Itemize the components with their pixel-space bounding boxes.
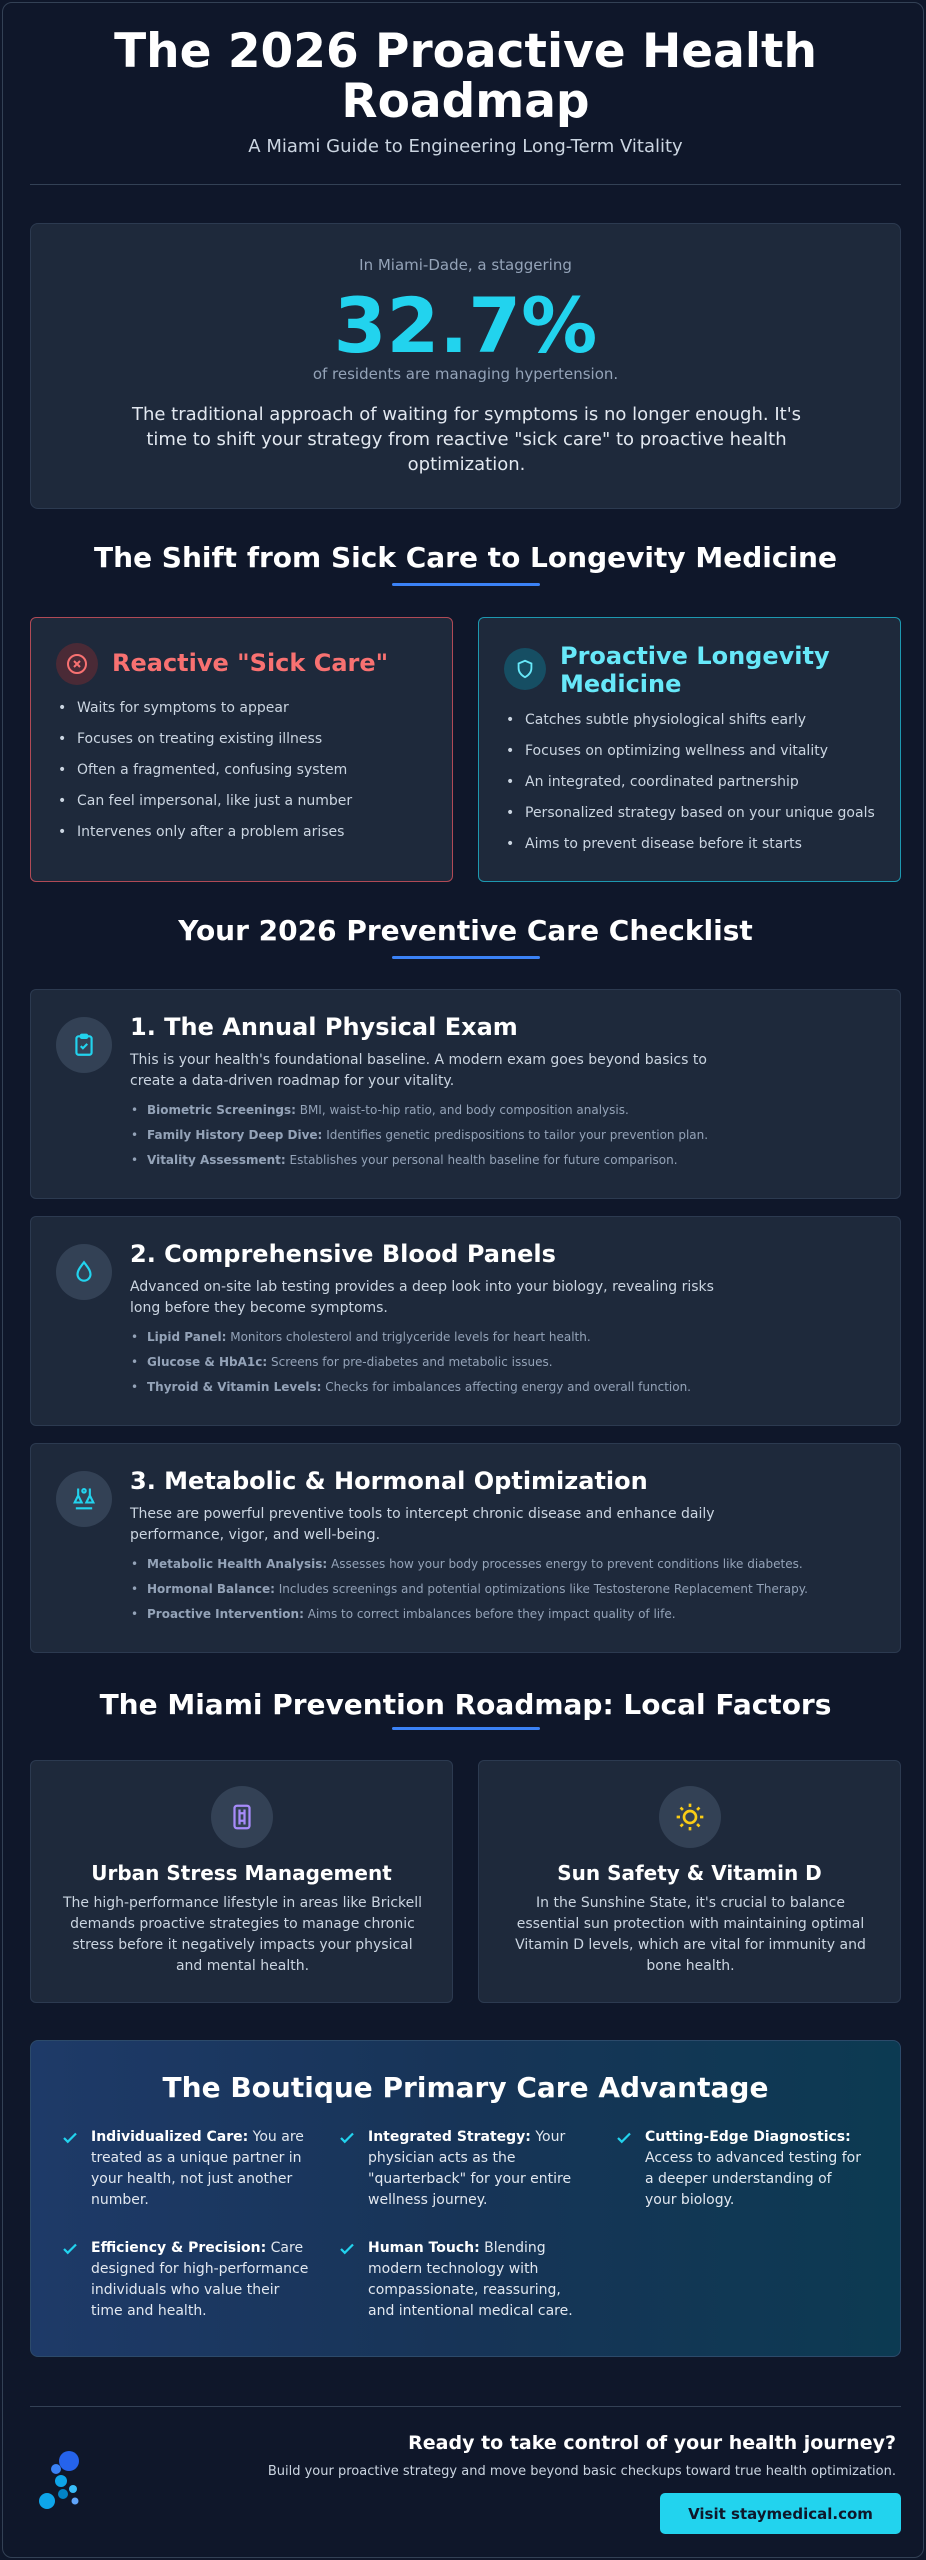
checklist-points — [147, 1103, 708, 1178]
section-title-shift: The Shift from Sick Care to Longevity Medicine — [94, 541, 837, 574]
list-item: • Often a fragmented, confusing system — [77, 762, 352, 793]
x-circle-icon — [56, 643, 98, 685]
check-icon — [615, 2129, 633, 2147]
list-item: • An integrated, coordinated partnership — [525, 774, 875, 805]
stress-icon — [211, 1786, 273, 1848]
list-item: • Hormonal Balance: Includes screenings and potential optimizations like Testosterone Replacement Therapy. — [147, 1582, 808, 1607]
list-item: • Focuses on treating existing illness — [77, 731, 352, 762]
list-item: • Metabolic Health Analysis: Assesses how your body processes energy to prevent conditions like diabetes. — [147, 1557, 808, 1582]
list-item: • Thyroid & Vitamin Levels: Checks for imbalances affecting energy and overall function. — [147, 1380, 691, 1405]
infographic-frame — [2, 2, 924, 2558]
checklist-card-blood — [30, 1216, 901, 1426]
checklist-description: These are powerful preventive tools to intercept chronic disease and enhance daily performance, vigor, and well-being. — [130, 1506, 715, 1543]
cta-heading: Ready to take control of your health journey? — [408, 2432, 896, 2454]
local-title: Urban Stress Management — [91, 1861, 392, 1885]
checklist-description: This is your health's foundational baseline. A modern exam goes beyond basics to create a data-driven roadmap for your vitality. — [130, 1052, 707, 1089]
checklist-points — [147, 1557, 808, 1632]
list-item: • Intervenes only after a problem arises — [77, 824, 352, 855]
advantage-box — [30, 2040, 901, 2357]
reactive-list — [77, 700, 352, 855]
proactive-card — [478, 617, 901, 882]
section-underline — [392, 583, 540, 586]
checklist-card-metabolic — [30, 1443, 901, 1653]
section-title-checklist: Your 2026 Preventive Care Checklist — [178, 914, 753, 947]
reactive-card — [30, 617, 453, 882]
checklist-card-physical — [30, 989, 901, 1199]
list-item: • Lipid Panel: Monitors cholesterol and triglyceride levels for heart health. — [147, 1330, 691, 1355]
advantage-item: Human Touch: Blending modern technology with compassionate, reassuring, and intentional medical care. — [368, 2240, 573, 2319]
local-text: In the Sunshine State, it's crucial to balance essential sun protection with maintaining optimal Vitamin D levels, which are vital for immunity and bone health. — [515, 1895, 866, 1974]
advantage-item: Individualized Care: You are treated as a unique partner in your health, not just another number. — [91, 2129, 304, 2208]
divider — [30, 184, 901, 185]
list-item: • Can feel impersonal, like just a number — [77, 793, 352, 824]
stat-value: 32.7% — [333, 281, 598, 370]
checklist-title: 2. Comprehensive Blood Panels — [130, 1240, 556, 1268]
list-item: • Personalized strategy based on your unique goals — [525, 805, 875, 836]
list-item: • Waits for symptoms to appear — [77, 700, 352, 731]
section-underline — [392, 956, 540, 959]
checklist-description: Advanced on-site lab testing provides a deep look into your biology, revealing risks long before they become symptoms. — [130, 1279, 714, 1316]
check-icon — [61, 2240, 79, 2258]
section-underline — [392, 1727, 540, 1730]
local-card-stress — [30, 1760, 453, 2003]
check-icon — [338, 2240, 356, 2258]
advantage-title: The Boutique Primary Care Advantage — [162, 2071, 769, 2104]
stat-caption: of residents are managing hypertension. — [312, 365, 619, 383]
list-item: • Glucose & HbA1c: Screens for pre-diabetes and metabolic issues. — [147, 1355, 691, 1380]
local-text: The high-performance lifestyle in areas like Brickell demands proactive strategies to manage chronic stress before it negatively impacts your physical and mental health. — [62, 1895, 423, 1974]
logo-icon — [35, 2449, 87, 2513]
sun-icon — [659, 1786, 721, 1848]
advantage-item: Efficiency & Precision: Care designed for high-performance individuals who value their time and health. — [91, 2240, 309, 2319]
page-title: The 2026 Proactive Health Roadmap — [114, 24, 817, 129]
flask-icon — [56, 1471, 112, 1527]
check-icon — [61, 2129, 79, 2147]
local-title: Sun Safety & Vitamin D — [557, 1861, 822, 1885]
reactive-title: Reactive "Sick Care" — [112, 649, 389, 677]
list-item: • Focuses on optimizing wellness and vitality — [525, 743, 875, 774]
clipboard-check-icon — [56, 1017, 112, 1073]
visit-website-button[interactable]: Visit staymedical.com — [660, 2493, 901, 2534]
stat-card — [30, 223, 901, 509]
stat-intro: In Miami-Dade, a staggering — [359, 256, 572, 274]
checklist-title: 1. The Annual Physical Exam — [130, 1013, 518, 1041]
checklist-title: 3. Metabolic & Hormonal Optimization — [130, 1467, 648, 1495]
droplet-icon — [56, 1244, 112, 1300]
list-item: • Vitality Assessment: Establishes your personal health baseline for future comparison. — [147, 1153, 708, 1178]
list-item: • Family History Deep Dive: Identifies genetic predispositions to tailor your prevention plan. — [147, 1128, 708, 1153]
list-item: • Aims to prevent disease before it starts — [525, 836, 875, 867]
cta-text: Build your proactive strategy and move beyond basic checkups toward true health optimization. — [267, 2464, 896, 2479]
proactive-title: Proactive Longevity Medicine — [560, 642, 830, 698]
local-card-sun — [478, 1760, 901, 2003]
shield-icon — [504, 648, 546, 690]
page-subtitle: A Miami Guide to Engineering Long-Term Vitality — [248, 136, 683, 157]
section-title-local: The Miami Prevention Roadmap: Local Factors — [99, 1688, 832, 1721]
list-item: • Proactive Intervention: Aims to correct imbalances before they impact quality of life. — [147, 1607, 808, 1632]
divider — [30, 2406, 901, 2407]
proactive-list — [525, 712, 875, 867]
list-item: • Biometric Screenings: BMI, waist-to-hip ratio, and body composition analysis. — [147, 1103, 708, 1128]
stat-description: The traditional approach of waiting for symptoms is no longer enough. It's time to shift your strategy from reactive "sick care" to proactive health optimization. — [131, 404, 802, 475]
advantage-item: Integrated Strategy: Your physician acts as the "quarterback" for your entire wellness journey. — [368, 2129, 572, 2208]
check-icon — [338, 2129, 356, 2147]
list-item: • Catches subtle physiological shifts early — [525, 712, 875, 743]
checklist-points — [147, 1330, 691, 1405]
advantage-item: Cutting-Edge Diagnostics: Access to advanced testing for a deeper understanding of your biology. — [645, 2129, 861, 2208]
